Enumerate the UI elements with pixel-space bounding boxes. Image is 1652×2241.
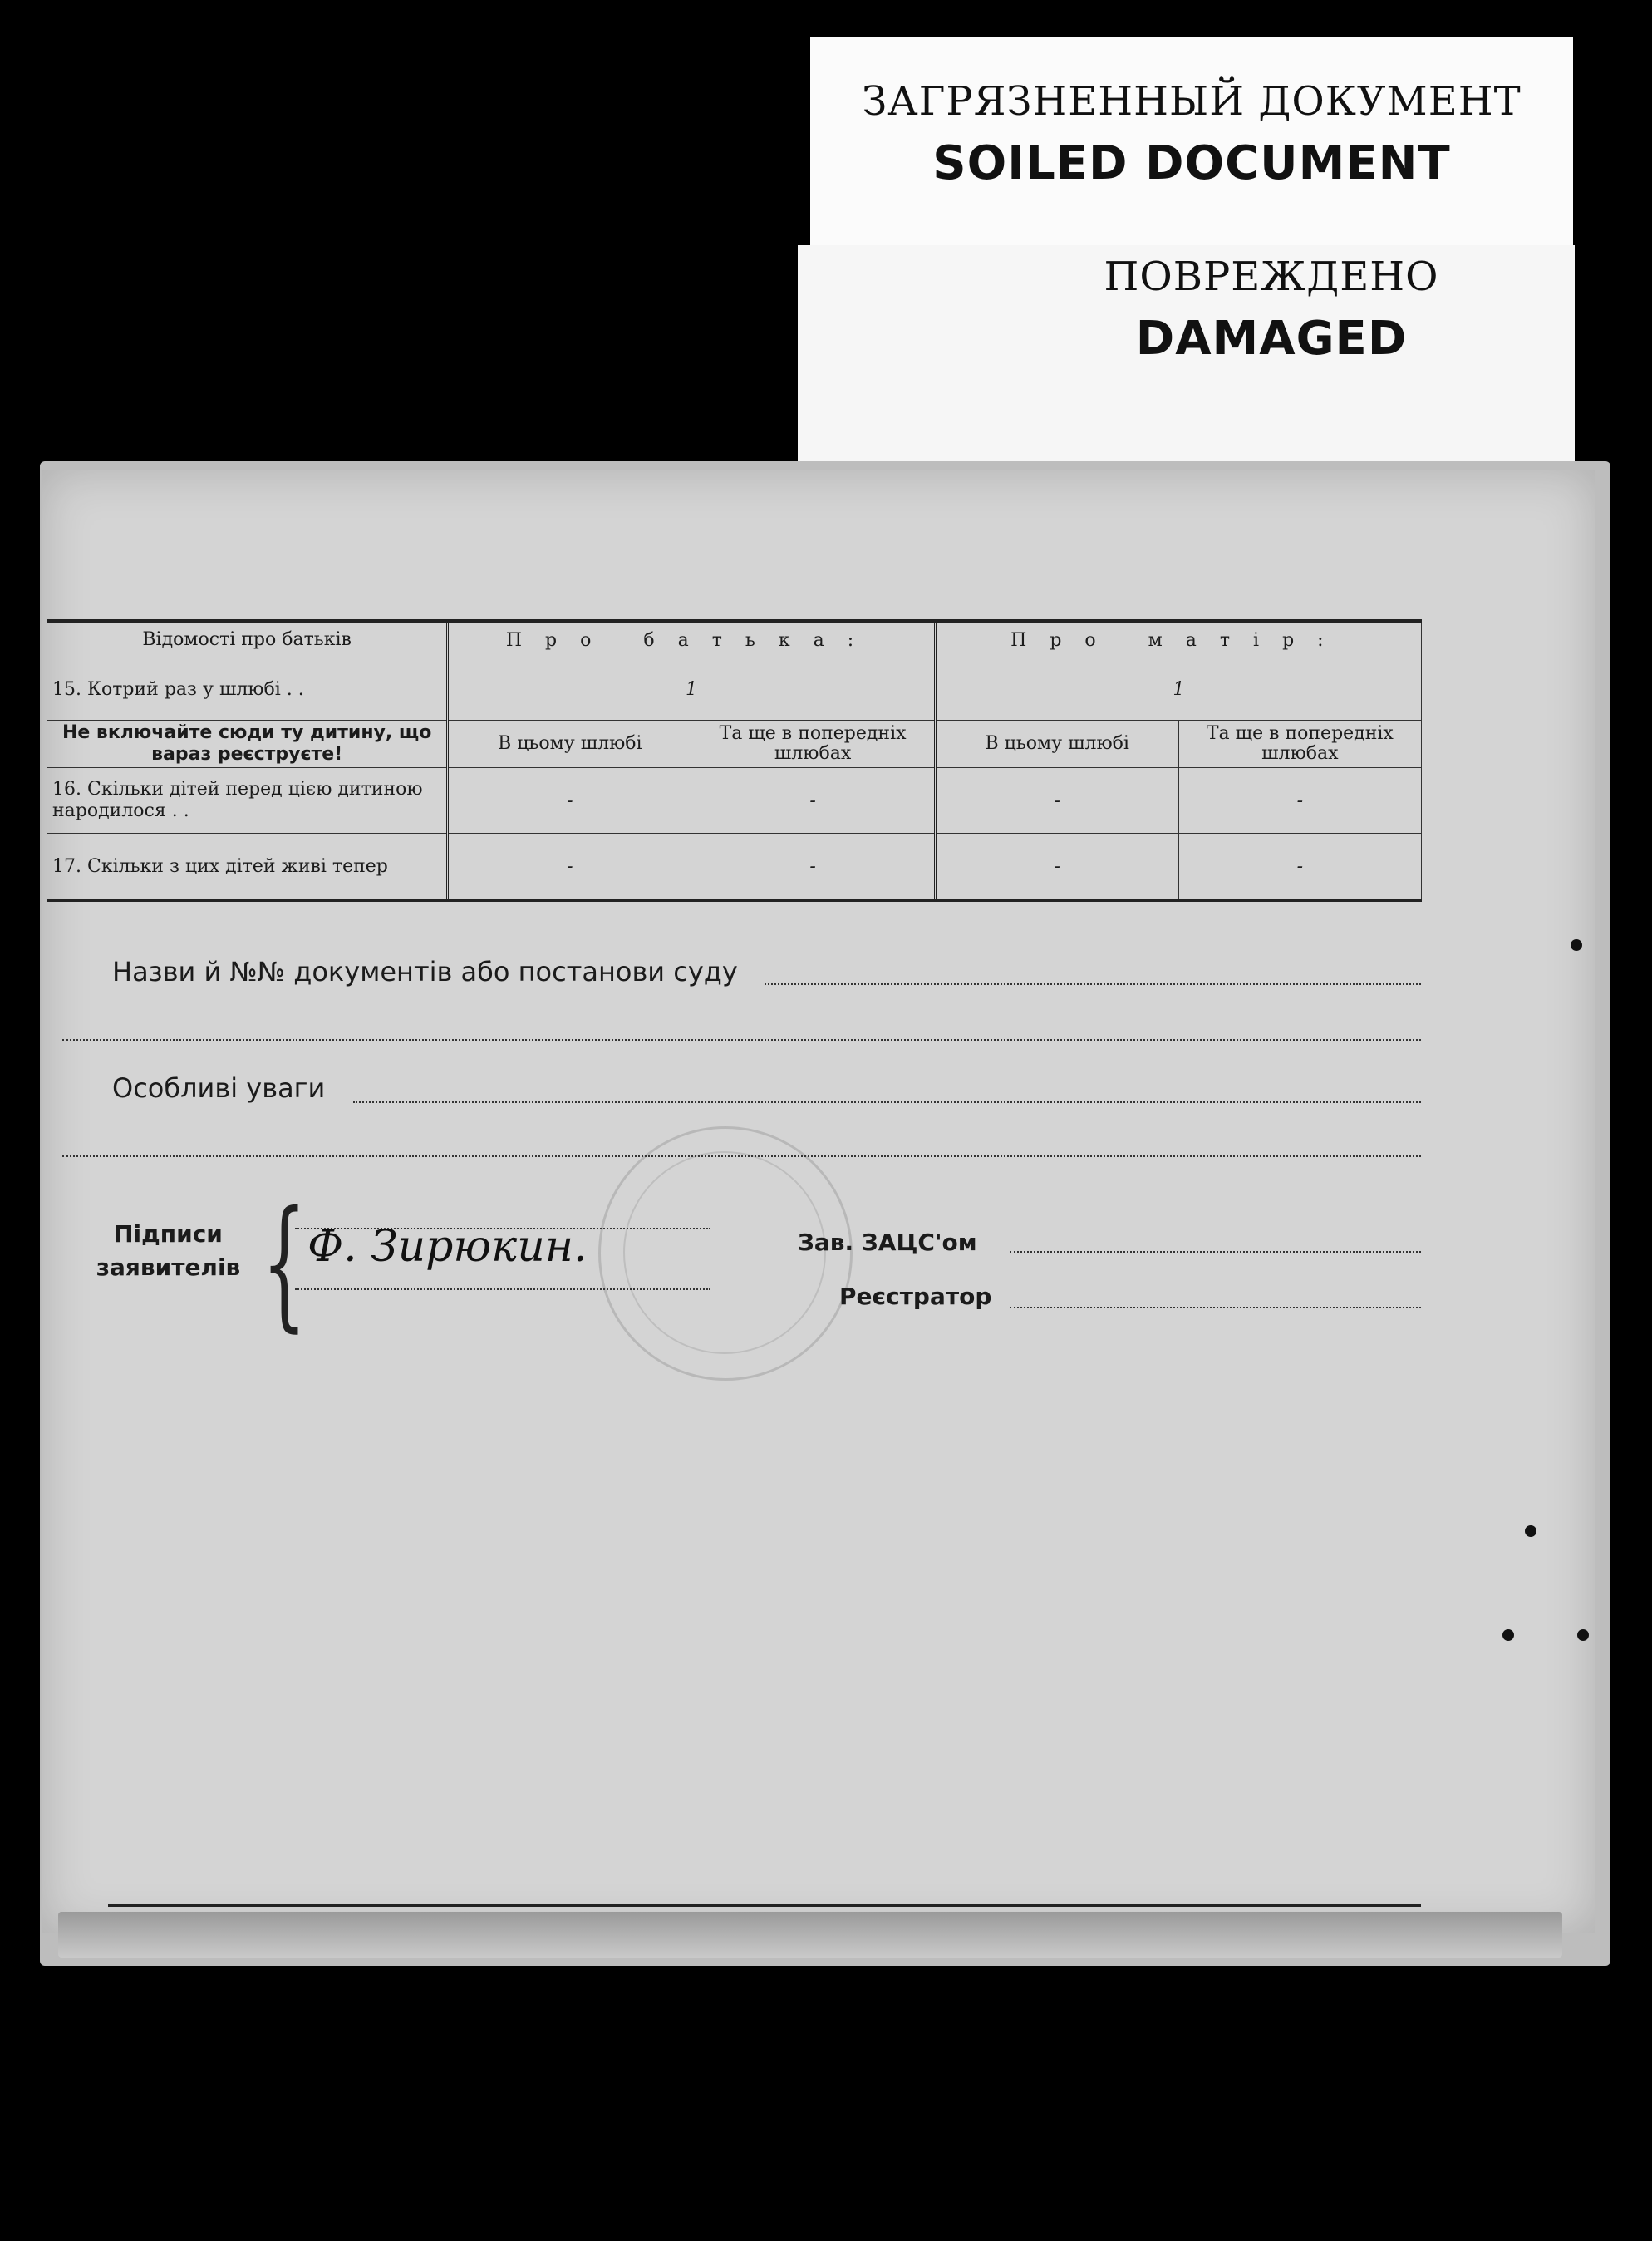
soiled-document-label [810, 37, 1573, 261]
subheader-father-this: В цьому шлюбі [448, 721, 691, 768]
faded-stamp-inner [623, 1151, 826, 1354]
table-header-parents: Відомості про батьків [47, 621, 448, 658]
damaged-label-en: DAMAGED [1135, 312, 1408, 366]
damaged-label-ru: ПОВРЕЖДЕНО [1104, 254, 1439, 300]
subheader-mother-prev: Та ще в попередніх шлюбах [1178, 721, 1421, 768]
signature-line-2 [295, 1288, 710, 1290]
registration-form [42, 470, 1595, 1933]
row17-label: 17. Скільки з цих дітей живі тепер [47, 834, 448, 901]
registrar-line [1010, 1307, 1421, 1308]
table-header-mother: Про матір: [935, 621, 1421, 658]
remarks-line [353, 1101, 1421, 1103]
applicant-signature: Ф. Зирюкин. [307, 1222, 588, 1272]
signatures-label: Підписи заявителів [96, 1220, 241, 1281]
registrar-label: Реєстратор [839, 1283, 992, 1310]
row16-value: - [448, 768, 691, 834]
remarks-line-2 [62, 1155, 1421, 1157]
soiled-label-en: SOILED DOCUMENT [932, 136, 1451, 190]
brace: { [262, 1181, 307, 1346]
documents-line-2 [62, 1039, 1421, 1041]
damaged-document-label [798, 245, 1575, 470]
subheader-father-prev: Та ще в попередніх шлюбах [691, 721, 935, 768]
row17-value: - [691, 834, 935, 901]
row16-value: - [935, 768, 1178, 834]
head-zags-line [1010, 1251, 1421, 1253]
bottom-rule [108, 1904, 1421, 1907]
row16-label: 16. Скільки дітей перед цією дитиною народилося . . [47, 768, 448, 834]
documents-label: Назви й №№ документів або постанови суду [112, 956, 738, 988]
subheader-mother-this: В цьому шлюбі [935, 721, 1178, 768]
row16-value: - [691, 768, 935, 834]
remarks-label: Особливі уваги [112, 1072, 326, 1104]
row17-value: - [1178, 834, 1421, 901]
documents-line [765, 983, 1421, 985]
row16-value: - [1178, 768, 1421, 834]
parents-info-table [47, 619, 1422, 902]
row17-value: - [448, 834, 691, 901]
row17-value: - [935, 834, 1178, 901]
table-header-father: Про батька: [448, 621, 935, 658]
row15-label: 15. Котрий раз у шлюбі . . [47, 658, 448, 721]
row15-father: 1 [448, 658, 935, 721]
head-zags-label: Зав. ЗАЦС'ом [798, 1229, 977, 1256]
soiled-label-ru: ЗАГРЯЗНЕННЫЙ ДОКУМЕНТ [862, 78, 1522, 125]
exclude-note: Не включайте сюди ту дитину, що вараз реєструєте! [47, 721, 448, 768]
row15-mother: 1 [935, 658, 1421, 721]
